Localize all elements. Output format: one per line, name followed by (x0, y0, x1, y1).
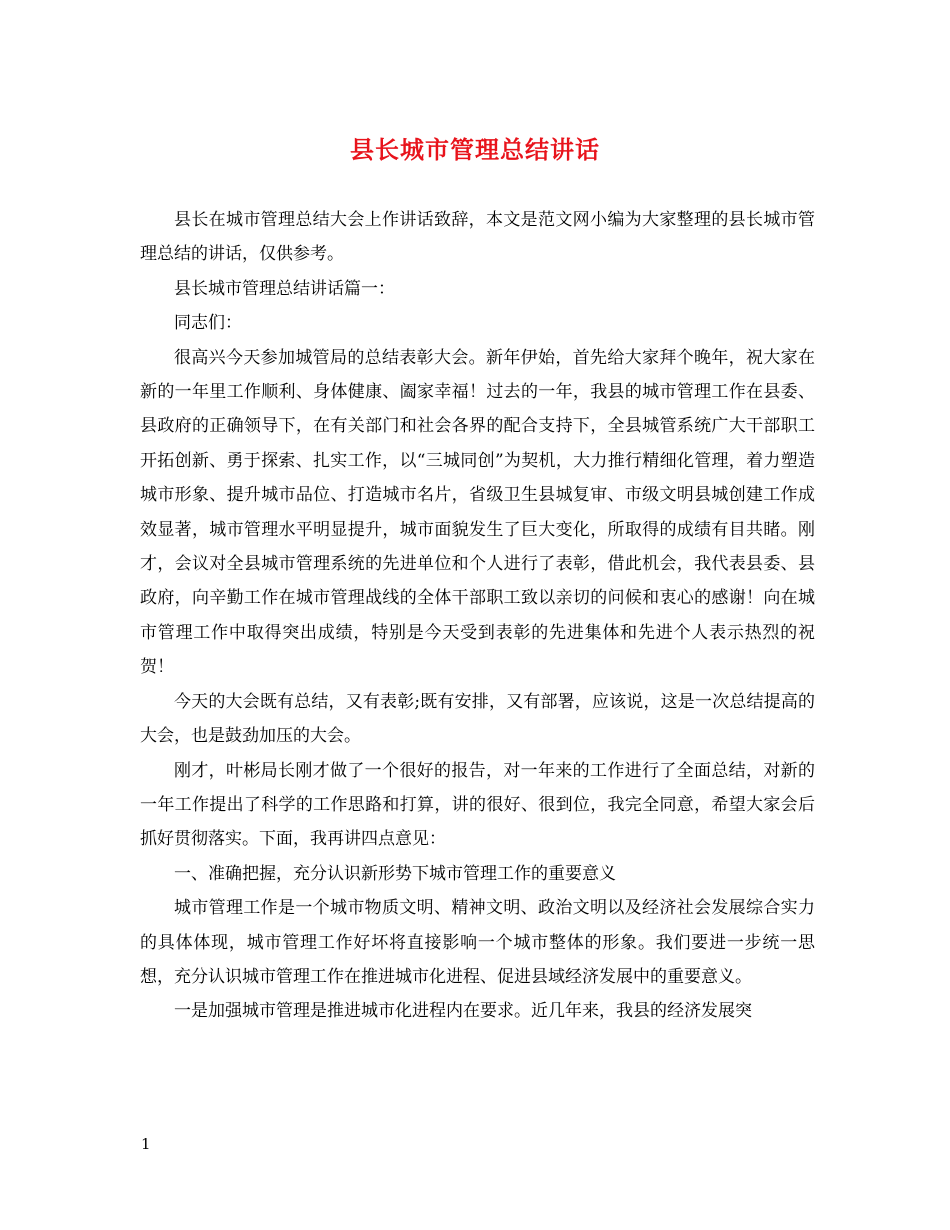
paragraph: 一是加强城市管理是推进城市化进程内在要求。近几年来，我县的经济发展突 (174, 1001, 752, 1022)
paragraph: 县长在城市管理总结大会上作讲话致辞，本文是范文网小编为大家整理的县长城市管理总结的讲话，仅供参考。 (140, 210, 815, 265)
paragraph: 刚才，叶彬局长刚才做了一个很好的报告，对一年来的工作进行了全面总结，对新的一年工作提出了科学的工作思路和打算，讲的很好、很到位，我完全同意，希望大家会后抓好贯彻落实。下面，我再讲四点意见： (140, 760, 815, 850)
paragraph: 今天的大会既有总结，又有表彰;既有安排，又有部署，应该说，这是一次总结提高的大会，也是鼓劲加压的大会。 (140, 691, 815, 747)
section-heading: 一、准确把握，充分认识新形势下城市管理工作的重要意义 (174, 863, 616, 884)
paragraph: 同志们： (174, 313, 242, 334)
paragraph: 很高兴今天参加城管局的总结表彰大会。新年伊始，首先给大家拜个晚年，祝大家在新的一年里工作顺利、身体健康、阖家幸福！过去的一年，我县的城市管理工作在县委、县政府的正确领导下，在有关部门和社会各界的配合支持下，全县城管系统广大干部职工开拓创新、勇于探索、扎实工作，以“三城同创”为契机，大力推行精细化管理，着力塑造城市形象、提升城市品位、打造城市名片，省级卫生县城复审、市级文明县城创建工作成效显著，城市管理水平明显提升，城市面貌发生了巨大变化，所取得的成绩有目共睹。刚才，会议对全县城市管理系统的先进单位和个人进行了表彰，借此机会，我代表县委、县政府，向辛勤工作在城市管理战线的全体干部职工致以亲切的问候和衷心的感谢！向在城市管理工作中取得突出成绩，特别是今天受到表彰的先进集体和先进个人表示热烈的祝贺！ (140, 347, 815, 678)
paragraph: 城市管理工作是一个城市物质文明、精神文明、政治文明以及经济社会发展综合实力的具体体现，城市管理工作好坏将直接影响一个城市整体的形象。我们要进一步统一思想，充分认识城市管理工作在推进城市化进程、促进县域经济发展中的重要意义。 (140, 898, 815, 987)
document-title: 县长城市管理总结讲话 (350, 135, 600, 164)
paragraph: 县长城市管理总结讲话篇一： (174, 278, 395, 299)
document-body (140, 203, 815, 1029)
page-number: 1 (141, 1135, 151, 1153)
